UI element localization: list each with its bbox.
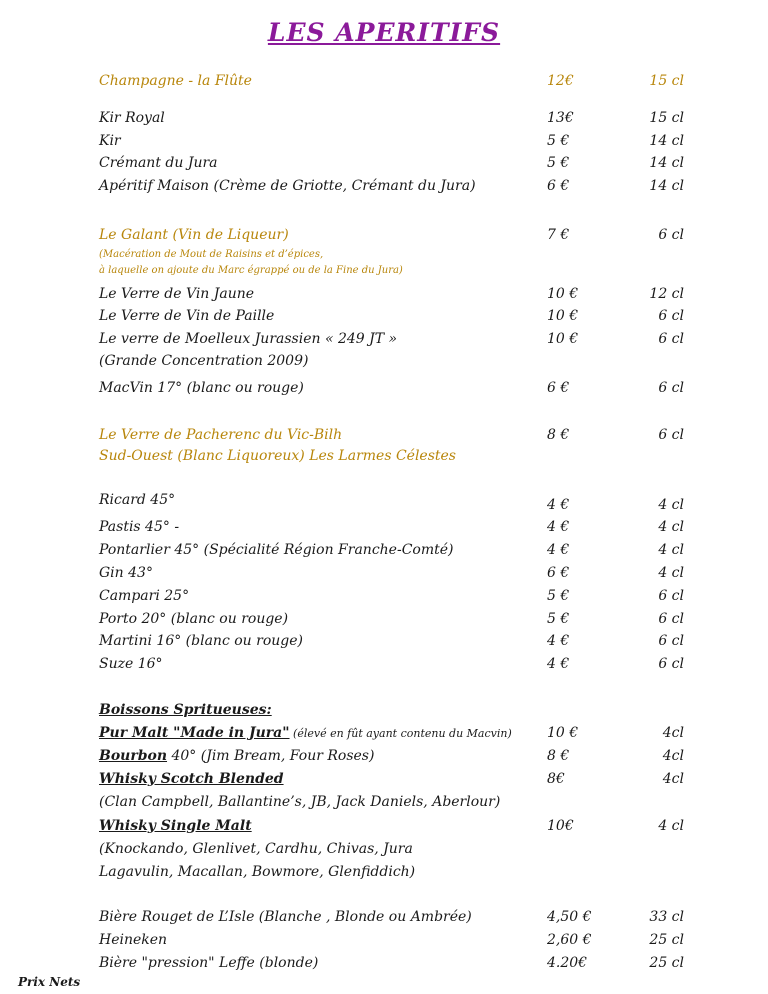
item-name: Pastis 45° -	[99, 519, 180, 535]
item-price: 13€	[547, 110, 574, 126]
item-price: 6 €	[547, 565, 570, 581]
item-volume: 15 cl	[649, 73, 684, 89]
menu-row	[0, 722, 768, 744]
section-heading	[0, 699, 768, 721]
item-price: 5 €	[547, 611, 570, 627]
footer-note: Prix Nets	[18, 975, 81, 989]
menu-row	[0, 328, 768, 350]
item-name: Bière Rouget de L’Isle (Blanche , Blonde ou Ambrée)	[99, 909, 472, 925]
menu-row	[0, 768, 768, 790]
item-volume: 4 cl	[658, 519, 684, 535]
menu-row	[0, 562, 768, 584]
section-title: Boissons Spritueuses:	[99, 702, 272, 718]
menu-row	[0, 152, 768, 174]
item-name: Gin 43°	[99, 565, 153, 581]
item-note: à laquelle on ajoute du Marc égrappé ou de la Fine du Jura)	[99, 265, 403, 276]
item-price: 4.20€	[547, 955, 588, 971]
item-price: 8 €	[547, 427, 570, 443]
menu-row	[0, 653, 768, 675]
item-note: (Macération de Mout de Raisins et d’épices,	[99, 249, 324, 260]
menu-row	[0, 224, 768, 246]
item-note: (élevé en fût ayant contenu du Macvin)	[289, 727, 512, 740]
menu-row	[0, 745, 768, 767]
menu-row	[0, 791, 768, 813]
item-name: Martini 16° (blanc ou rouge)	[99, 633, 303, 649]
menu-row	[0, 494, 768, 516]
menu-row	[0, 630, 768, 652]
item-volume: 12 cl	[649, 286, 684, 302]
item-volume: 6 cl	[658, 331, 684, 347]
menu-row	[0, 283, 768, 305]
item-volume: 33 cl	[649, 909, 684, 925]
item-volume: 4cl	[662, 771, 684, 787]
menu-row	[0, 445, 768, 467]
menu-row	[0, 906, 768, 928]
item-volume: 4 cl	[658, 565, 684, 581]
item-name: Apéritif Maison (Crème de Griotte, Crémant du Jura)	[99, 178, 476, 194]
menu-row	[0, 585, 768, 607]
item-price: 4 €	[547, 656, 570, 672]
item-price: 4 €	[547, 633, 570, 649]
menu-row	[0, 424, 768, 446]
item-name: Pontarlier 45° (Spécialité Région Franche-Comté)	[99, 542, 454, 558]
item-volume: 4 cl	[658, 818, 684, 834]
item-price: 6 €	[547, 178, 570, 194]
menu-row	[0, 70, 768, 92]
item-volume: 25 cl	[649, 955, 684, 971]
item-price: 4,50 €	[547, 909, 592, 925]
item-volume: 14 cl	[649, 133, 684, 149]
item-volume: 14 cl	[649, 178, 684, 194]
item-price: 12€	[547, 73, 574, 89]
menu-row	[0, 107, 768, 129]
menu-row	[0, 952, 768, 974]
item-name: Suze 16°	[99, 656, 163, 672]
item-price: 10 €	[547, 308, 579, 324]
item-name: (Knockando, Glenlivet, Cardhu, Chivas, Jura	[99, 841, 413, 857]
item-price: 4 €	[547, 542, 570, 558]
item-price: 5 €	[547, 155, 570, 171]
item-name: Whisky Scotch Blended	[99, 771, 284, 787]
item-price: 10 €	[547, 286, 579, 302]
item-volume: 6 cl	[658, 380, 684, 396]
item-name: MacVin 17° (blanc ou rouge)	[99, 380, 304, 396]
page-title: LES APERITIFS	[267, 18, 501, 47]
item-name: Le Verre de Vin de Paille	[99, 308, 275, 324]
item-name: Kir	[99, 133, 121, 149]
item-name: Campari 25°	[99, 588, 190, 604]
item-volume: 4cl	[662, 748, 684, 764]
item-volume: 14 cl	[649, 155, 684, 171]
item-volume: 6 cl	[658, 656, 684, 672]
menu-row	[0, 305, 768, 327]
item-volume: 25 cl	[649, 932, 684, 948]
item-volume: 6 cl	[658, 633, 684, 649]
item-price: 6 €	[547, 380, 570, 396]
item-name: Le verre de Moelleux Jurassien « 249 JT »	[99, 331, 398, 347]
item-name: Crémant du Jura	[99, 155, 218, 171]
item-volume: 6 cl	[658, 308, 684, 324]
menu-row	[0, 516, 768, 538]
menu-row	[0, 130, 768, 152]
item-volume: 15 cl	[649, 110, 684, 126]
item-volume: 4cl	[662, 725, 684, 741]
item-volume: 6 cl	[658, 427, 684, 443]
item-price: 10 €	[547, 725, 579, 741]
item-name: Le Verre de Vin Jaune	[99, 286, 255, 302]
item-note: 40° (Jim Bream, Four Roses)	[167, 748, 375, 764]
item-price: 5 €	[547, 133, 570, 149]
item-volume: 6 cl	[658, 588, 684, 604]
item-name: Bière "pression" Leffe (blonde)	[99, 955, 319, 971]
item-name: Heineken	[99, 932, 168, 948]
item-volume: 6 cl	[658, 611, 684, 627]
item-name: Pur Malt "Made in Jura"	[99, 725, 290, 741]
menu-row	[0, 350, 768, 372]
menu-row	[0, 377, 768, 399]
item-name: Sud-Ouest (Blanc Liquoreux) Les Larmes Célestes	[99, 448, 456, 464]
item-name: Le Galant (Vin de Liqueur)	[99, 227, 289, 243]
item-name: (Grande Concentration 2009)	[99, 353, 309, 369]
item-name: Bourbon	[99, 748, 168, 764]
item-volume: 6 cl	[658, 227, 684, 243]
item-name: Porto 20° (blanc ou rouge)	[99, 611, 289, 627]
item-volume: 4 cl	[658, 542, 684, 558]
item-price: 5 €	[547, 588, 570, 604]
item-volume: 4 cl	[658, 497, 684, 513]
item-price: 4 €	[547, 519, 570, 535]
item-name: Le Verre de Pacherenc du Vic-Bilh	[99, 427, 343, 443]
menu-row	[0, 175, 768, 197]
item-name: Lagavulin, Macallan, Bowmore, Glenfiddich)	[99, 864, 416, 880]
item-price: 4 €	[547, 497, 570, 513]
menu-row	[0, 815, 768, 837]
menu-row	[0, 539, 768, 561]
item-name: Kir Royal	[99, 110, 165, 126]
item-name: Whisky Single Malt	[99, 818, 252, 834]
item-price: 8 €	[547, 748, 570, 764]
menu-row	[0, 861, 768, 883]
menu-row	[0, 608, 768, 630]
item-price: 10€	[547, 818, 574, 834]
item-price: 2,60 €	[547, 932, 592, 948]
item-name: (Clan Campbell, Ballantine’s, JB, Jack Daniels, Aberlour)	[99, 794, 501, 810]
item-name: Champagne - la Flûte	[99, 73, 252, 89]
item-price: 7 €	[547, 227, 570, 243]
item-name: Ricard 45°	[99, 492, 176, 508]
menu-row	[0, 929, 768, 951]
item-price: 8€	[547, 771, 565, 787]
menu-row	[0, 838, 768, 860]
item-price: 10 €	[547, 331, 579, 347]
